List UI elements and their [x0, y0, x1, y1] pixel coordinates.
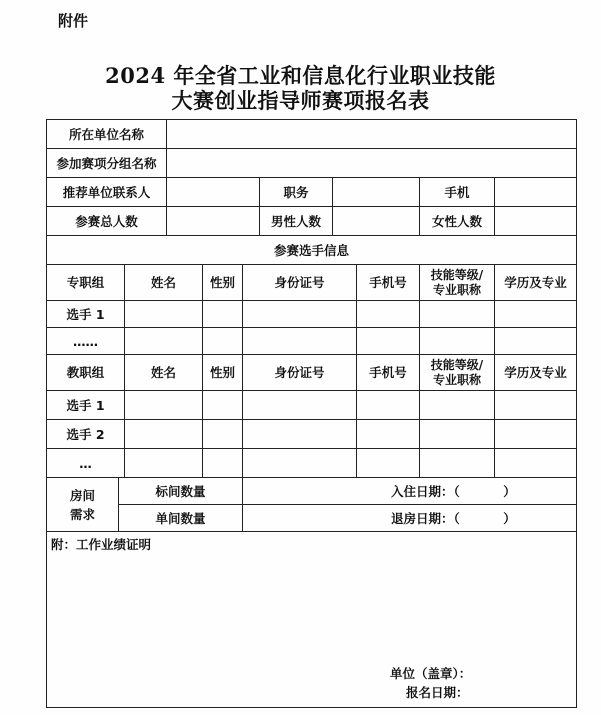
row-divider: [47, 390, 576, 391]
row-divider: [47, 531, 576, 532]
male-count-field[interactable]: [333, 207, 419, 235]
total-count-field[interactable]: [167, 207, 259, 235]
position-field[interactable]: [333, 178, 419, 206]
unit-stamp-label: 单位（盖章）：: [390, 665, 472, 681]
competitors-section-title: 参赛选手信息: [273, 242, 349, 258]
signup-date-label: 报名日期：: [406, 684, 469, 700]
teaching-row-label: …: [79, 455, 92, 471]
teaching-row-label: 选手 2: [66, 426, 105, 442]
checkin-date-label: 入住日期：（ ）: [391, 483, 516, 499]
male-count-label: 男性人数: [270, 213, 321, 229]
registration-form-table: [46, 119, 577, 708]
row-divider: [47, 419, 576, 420]
position-label: 职务: [283, 184, 309, 200]
row-divider: [47, 448, 576, 449]
form-title-line-2: 大赛创业指导师赛项报名表: [171, 88, 430, 113]
col-id-header: 身份证号: [274, 365, 325, 380]
col-skill-header: 技能等级/ 专业职称: [430, 267, 484, 297]
col-name-header: 姓名: [150, 365, 176, 380]
single-room-label: 单间数量: [155, 510, 206, 526]
phone-label: 手机: [444, 184, 470, 200]
female-count-field[interactable]: [495, 207, 576, 235]
attachment-note-label: 附：工作业绩证明: [51, 536, 152, 552]
form-title-line-1: 2024 年全省工业和信息化行业职业技能: [105, 63, 496, 88]
unit-name-label: 所在单位名称: [68, 126, 144, 142]
room-request-label: 房间 需求: [69, 487, 95, 522]
female-count-label: 女性人数: [431, 213, 482, 229]
attachment-label: 附件: [58, 12, 89, 30]
teaching-group-label: 教职组: [66, 365, 105, 380]
column-divider: [242, 477, 243, 531]
col-name-header: 姓名: [150, 275, 176, 290]
fulltime-row-label: ……: [73, 333, 98, 349]
col-skill-header: 技能等级/ 专业职称: [430, 357, 484, 387]
standard-room-label: 标间数量: [155, 483, 206, 499]
col-education-header: 学历及专业: [504, 275, 567, 290]
fulltime-group-label: 专职组: [66, 275, 105, 290]
row-divider: [47, 327, 576, 328]
col-id-header: 身份证号: [274, 275, 325, 290]
fulltime-row-label: 选手 1: [66, 306, 105, 322]
unit-name-field[interactable]: [167, 120, 576, 148]
col-gender-header: 性别: [209, 275, 235, 290]
group-name-field[interactable]: [167, 149, 576, 177]
teaching-row-label: 选手 1: [66, 397, 105, 413]
row-divider: [47, 300, 576, 301]
col-gender-header: 性别: [209, 365, 235, 380]
group-name-label: 参加赛项分组名称: [56, 155, 157, 171]
contact-field[interactable]: [167, 178, 259, 206]
col-mobile-header: 手机号: [369, 275, 407, 290]
contact-label: 推荐单位联系人: [62, 184, 151, 200]
total-count-label: 参赛总人数: [75, 213, 138, 229]
col-education-header: 学历及专业: [504, 365, 567, 380]
checkout-date-label: 退房日期：（ ）: [391, 510, 516, 526]
phone-field[interactable]: [495, 178, 576, 206]
col-mobile-header: 手机号: [369, 365, 407, 380]
